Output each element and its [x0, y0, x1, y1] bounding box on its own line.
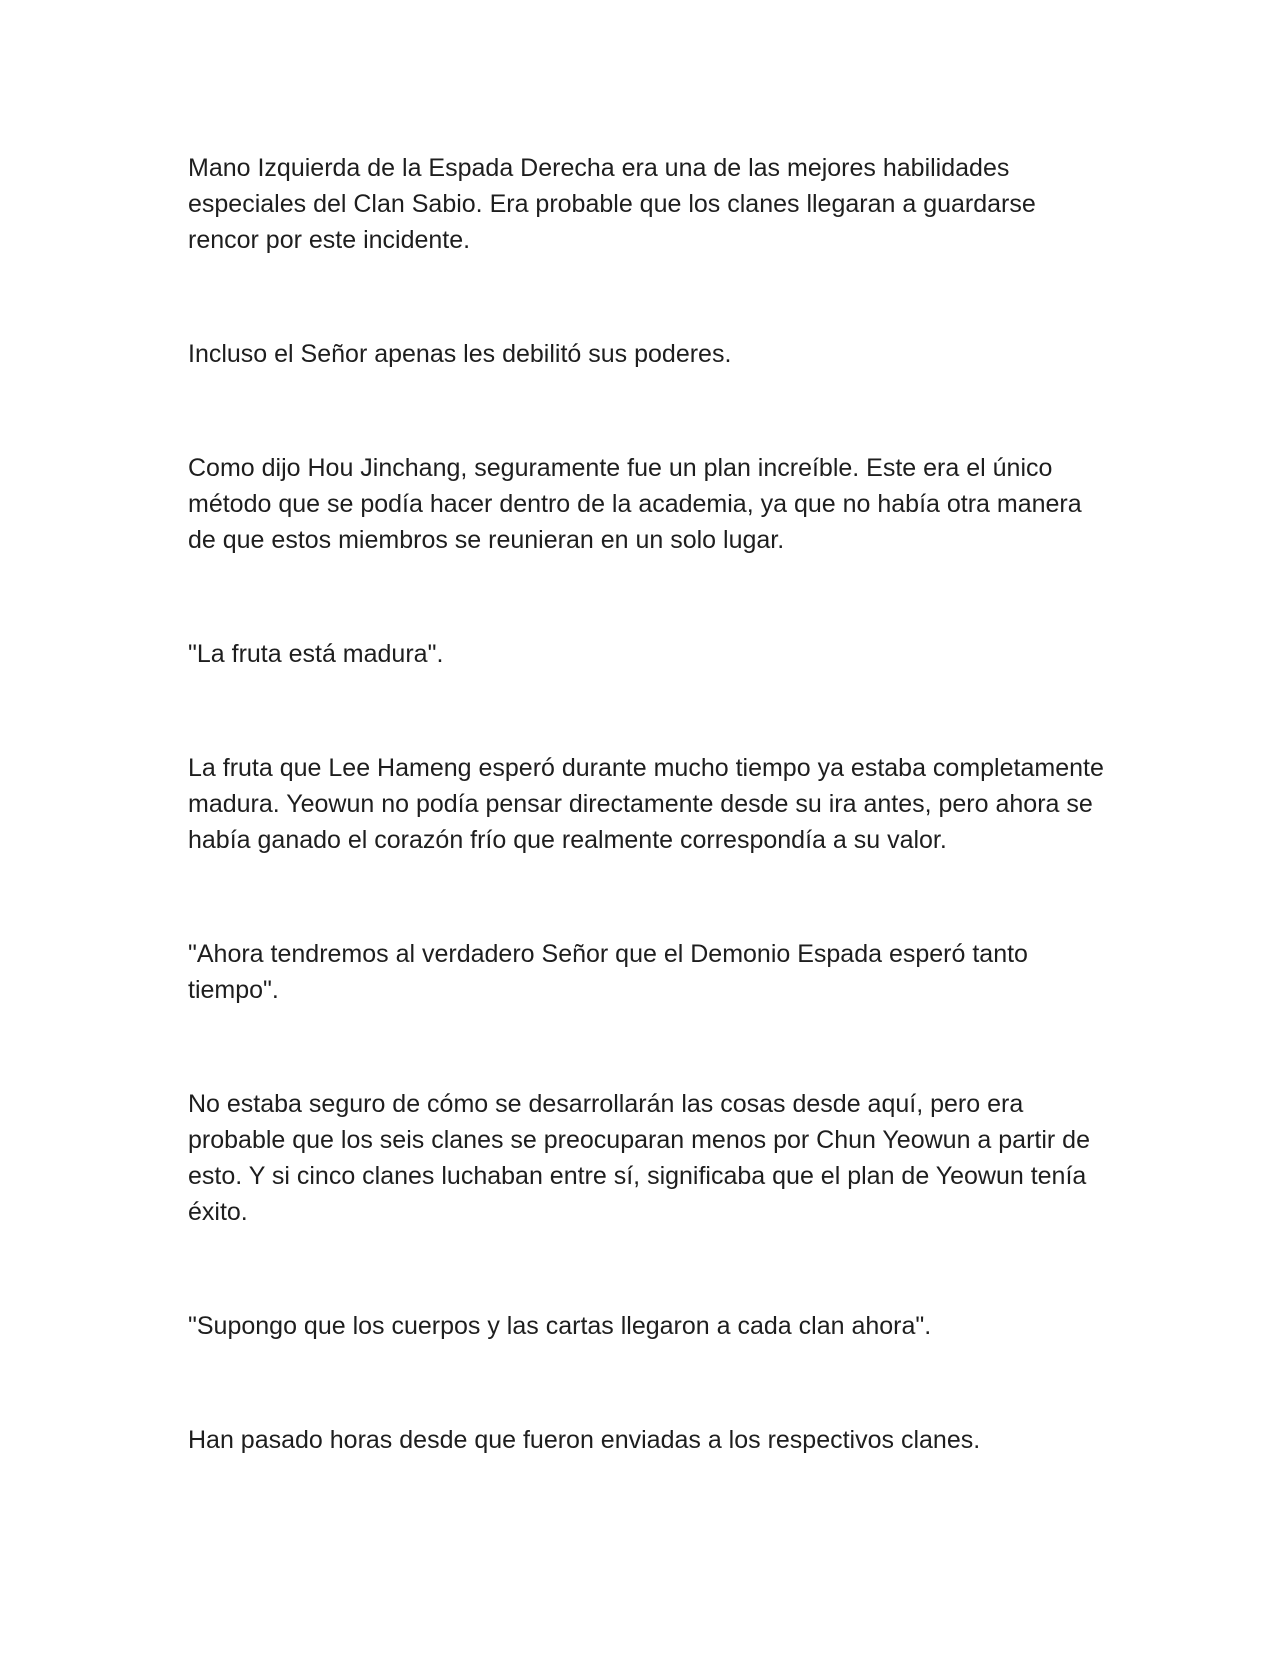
paragraph-gap: [188, 372, 1108, 450]
document-body: [188, 150, 1108, 1458]
paragraph-9: Han pasado horas desde que fueron enviadas a los respectivos clanes.: [188, 1426, 981, 1454]
paragraph-gap: [188, 672, 1108, 750]
paragraph-8: "Supongo que los cuerpos y las cartas llegaron a cada clan ahora".: [188, 1312, 932, 1340]
paragraph-gap: [188, 1008, 1108, 1086]
paragraph-4: "La fruta está madura".: [188, 640, 444, 668]
paragraph-1: Mano Izquierda de la Espada Derecha era una de las mejores habilidades especiales del Clan Sabio. Era probable que los clanes llegaran a guardarse rencor por este incidente.: [188, 154, 1036, 254]
paragraph-gap: [188, 1344, 1108, 1422]
paragraph-6: "Ahora tendremos al verdadero Señor que el Demonio Espada esperó tanto tiempo".: [188, 940, 1028, 1004]
paragraph-gap: [188, 858, 1108, 936]
paragraph-3: Como dijo Hou Jinchang, seguramente fue un plan increíble. Este era el único método que se podía hacer dentro de la academia, ya que no había otra manera de que estos miembros se reunieran en un solo lugar.: [188, 454, 1082, 554]
paragraph-gap: [188, 1230, 1108, 1308]
paragraph-gap: [188, 258, 1108, 336]
paragraph-5: La fruta que Lee Hameng esperó durante mucho tiempo ya estaba completamente madura. Yeowun no podía pensar directamente desde su ira antes, pero ahora se había ganado el corazón frío que realmente correspondía a su valor.: [188, 754, 1104, 854]
paragraph-7: No estaba seguro de cómo se desarrollarán las cosas desde aquí, pero era probable que los seis clanes se preocuparan menos por Chun Yeowun a partir de esto. Y si cinco clanes luchaban entre sí, significaba que el plan de Yeowun tenía éxito.: [188, 1090, 1090, 1226]
paragraph-gap: [188, 558, 1108, 636]
paragraph-2: Incluso el Señor apenas les debilitó sus poderes.: [188, 340, 732, 368]
